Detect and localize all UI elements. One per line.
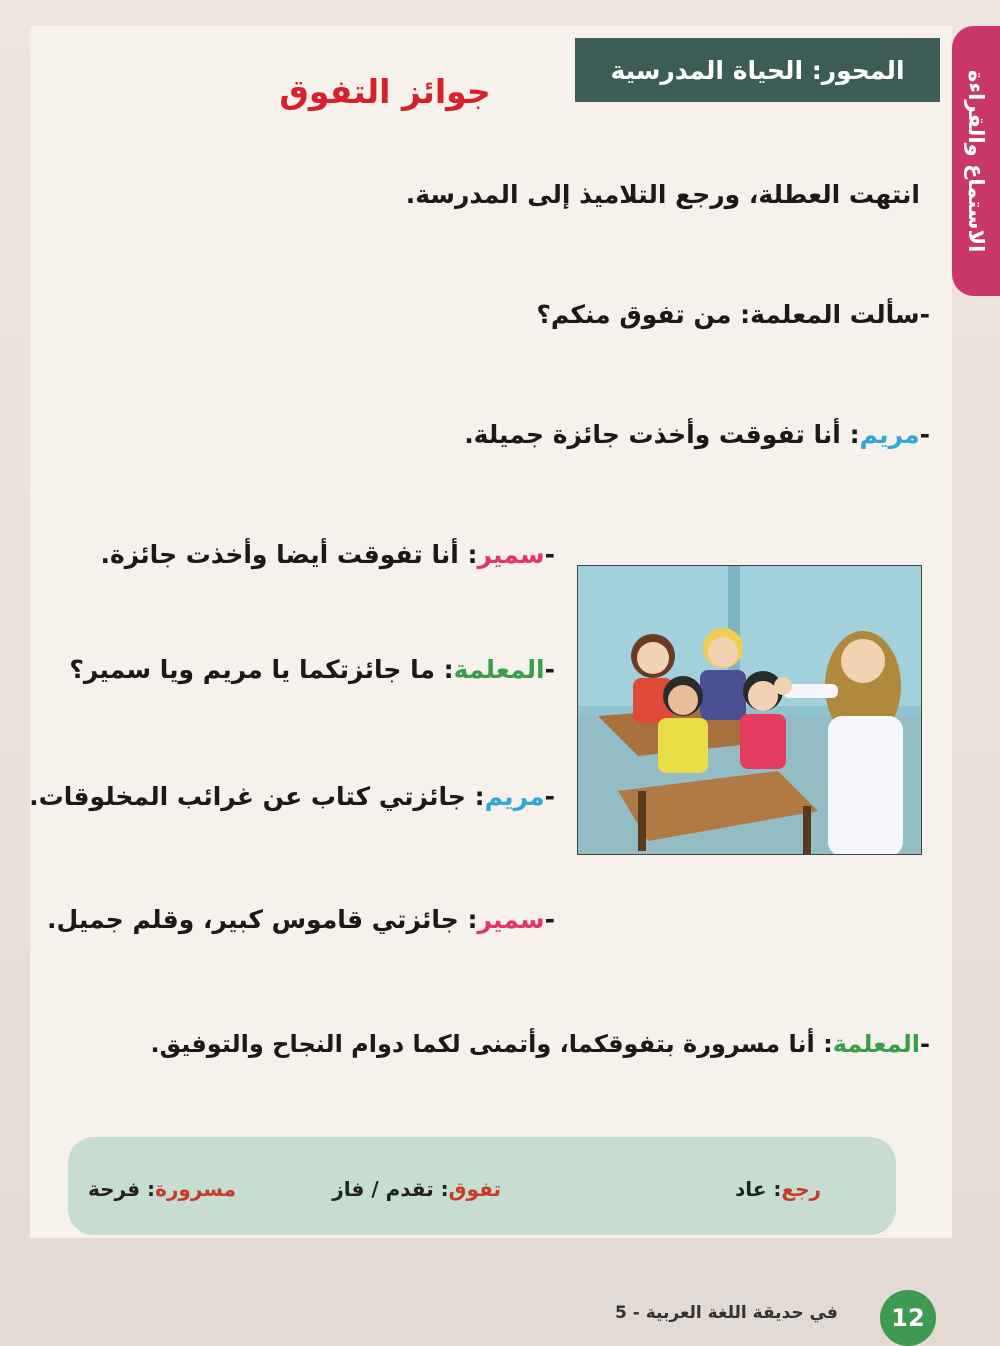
dialogue-line: -مريم: أنا تفوقت وأخذت جائزة جميلة. bbox=[464, 420, 930, 449]
dialogue-line: -سألت المعلمة: من تفوق منكم؟ bbox=[536, 300, 930, 329]
speaker-name: المعلمة bbox=[453, 655, 545, 684]
lesson-title: جوائز التفوق bbox=[279, 72, 491, 111]
narration-line: انتهت العطلة، ورجع التلاميذ إلى المدرسة. bbox=[405, 180, 920, 209]
classroom-illustration bbox=[577, 565, 922, 855]
speaker-name: مريم bbox=[484, 782, 545, 811]
speaker-name: مريم bbox=[859, 420, 920, 449]
section-tab-label: الاستماع والقراءة bbox=[964, 69, 988, 253]
vocab-item: تفوق: تقدم / فاز bbox=[332, 1177, 501, 1201]
vocab-item: مسرورة: فرحة bbox=[88, 1177, 236, 1201]
speaker-name: سمير bbox=[477, 540, 545, 569]
dialogue-line: -سمير: جائزتي قاموس كبير، وقلم جميل. bbox=[47, 905, 555, 934]
vocabulary-box bbox=[68, 1137, 896, 1235]
section-tab bbox=[952, 26, 1000, 296]
page-number: 12 bbox=[880, 1290, 936, 1346]
vocab-item: رجع: عاد bbox=[735, 1177, 821, 1201]
dialogue-line: -المعلمة: ما جائزتكما يا مريم ويا سمير؟ bbox=[69, 655, 555, 684]
dialogue-line: -مريم: جائزتي كتاب عن غرائب المخلوقات. bbox=[29, 782, 555, 811]
book-title: في حديقة اللغة العربية - 5 bbox=[615, 1303, 838, 1323]
speaker-name: سمير bbox=[477, 905, 545, 934]
speaker-name: المعلمة bbox=[832, 1030, 921, 1058]
dialogue-line: -سمير: أنا تفوقت أيضا وأخذت جائزة. bbox=[100, 540, 555, 569]
unit-banner: المحور: الحياة المدرسية bbox=[575, 38, 940, 102]
dialogue-line: -المعلمة: أنا مسرورة بتفوقكما، وأتمنى لكما دوام النجاح والتوفيق. bbox=[150, 1030, 930, 1058]
